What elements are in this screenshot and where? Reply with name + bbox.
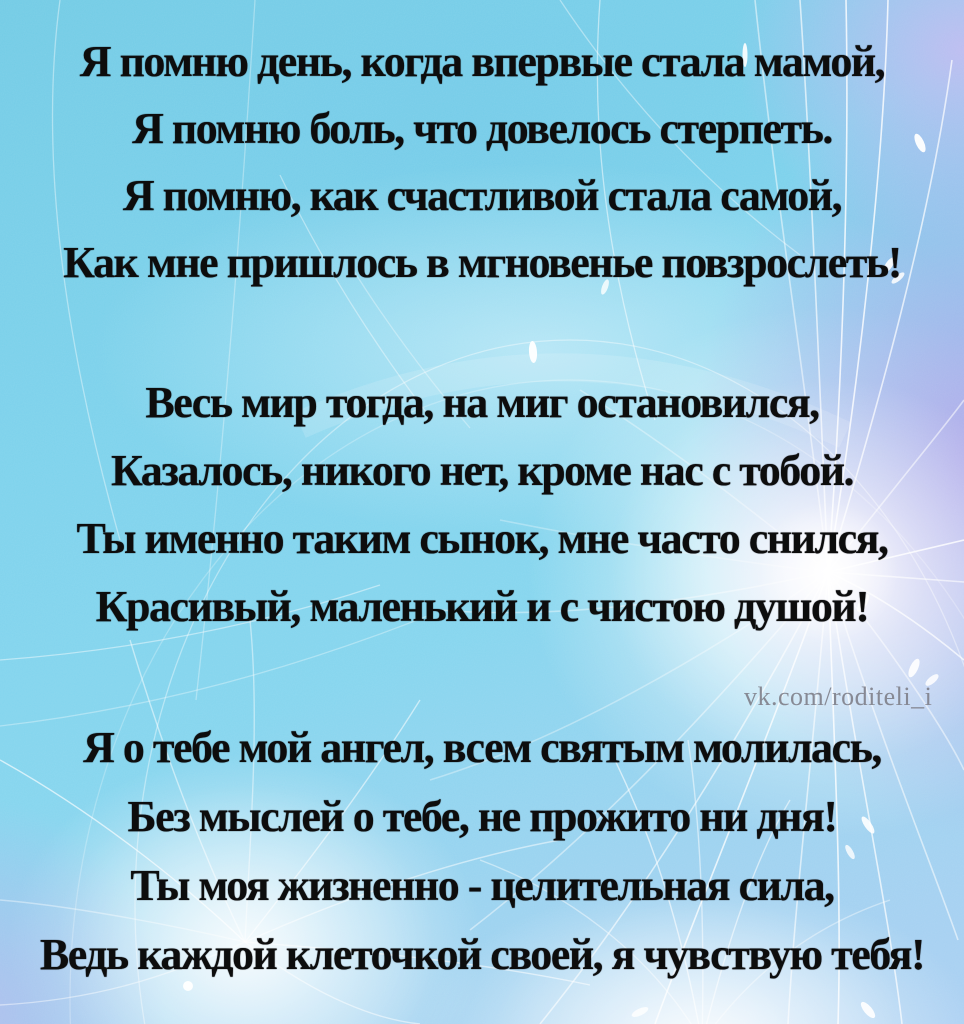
poem-line: Я помню боль, что довелось стерпеть. <box>132 104 832 153</box>
stanza-3 <box>0 713 964 989</box>
poem-line: Я помню, как счастливой стала самой, <box>122 171 842 220</box>
poem-line: Как мне пришлось в мгновенье повзрослеть! <box>63 238 901 287</box>
poem-line: Красивый, маленький и с чистою душой! <box>95 581 869 631</box>
poem-line: Казалось, никого нет, кроме нас с тобой. <box>110 445 854 495</box>
poem-line: Ты именно таким сынок, мне часто снился, <box>76 513 888 563</box>
poem-line: Весь мир тогда, на миг остановился, <box>145 377 819 427</box>
poem-line: Без мыслей о тебе, не прожито ни дня! <box>127 792 837 841</box>
poem-line: Я о тебе мой ангел, всем святым молилась, <box>83 723 881 772</box>
poem-line: Ведь каждой клеточкой своей, я чувствую тебя! <box>39 930 925 979</box>
poem-line: Я помню день, когда впервые стала мамой, <box>79 37 885 86</box>
poem-line: Ты моя жизненно - целительная сила, <box>130 861 834 910</box>
stanza-1 <box>0 28 964 296</box>
stanza-2 <box>0 368 964 640</box>
watermark: vk.com/roditeli_i <box>744 682 933 711</box>
